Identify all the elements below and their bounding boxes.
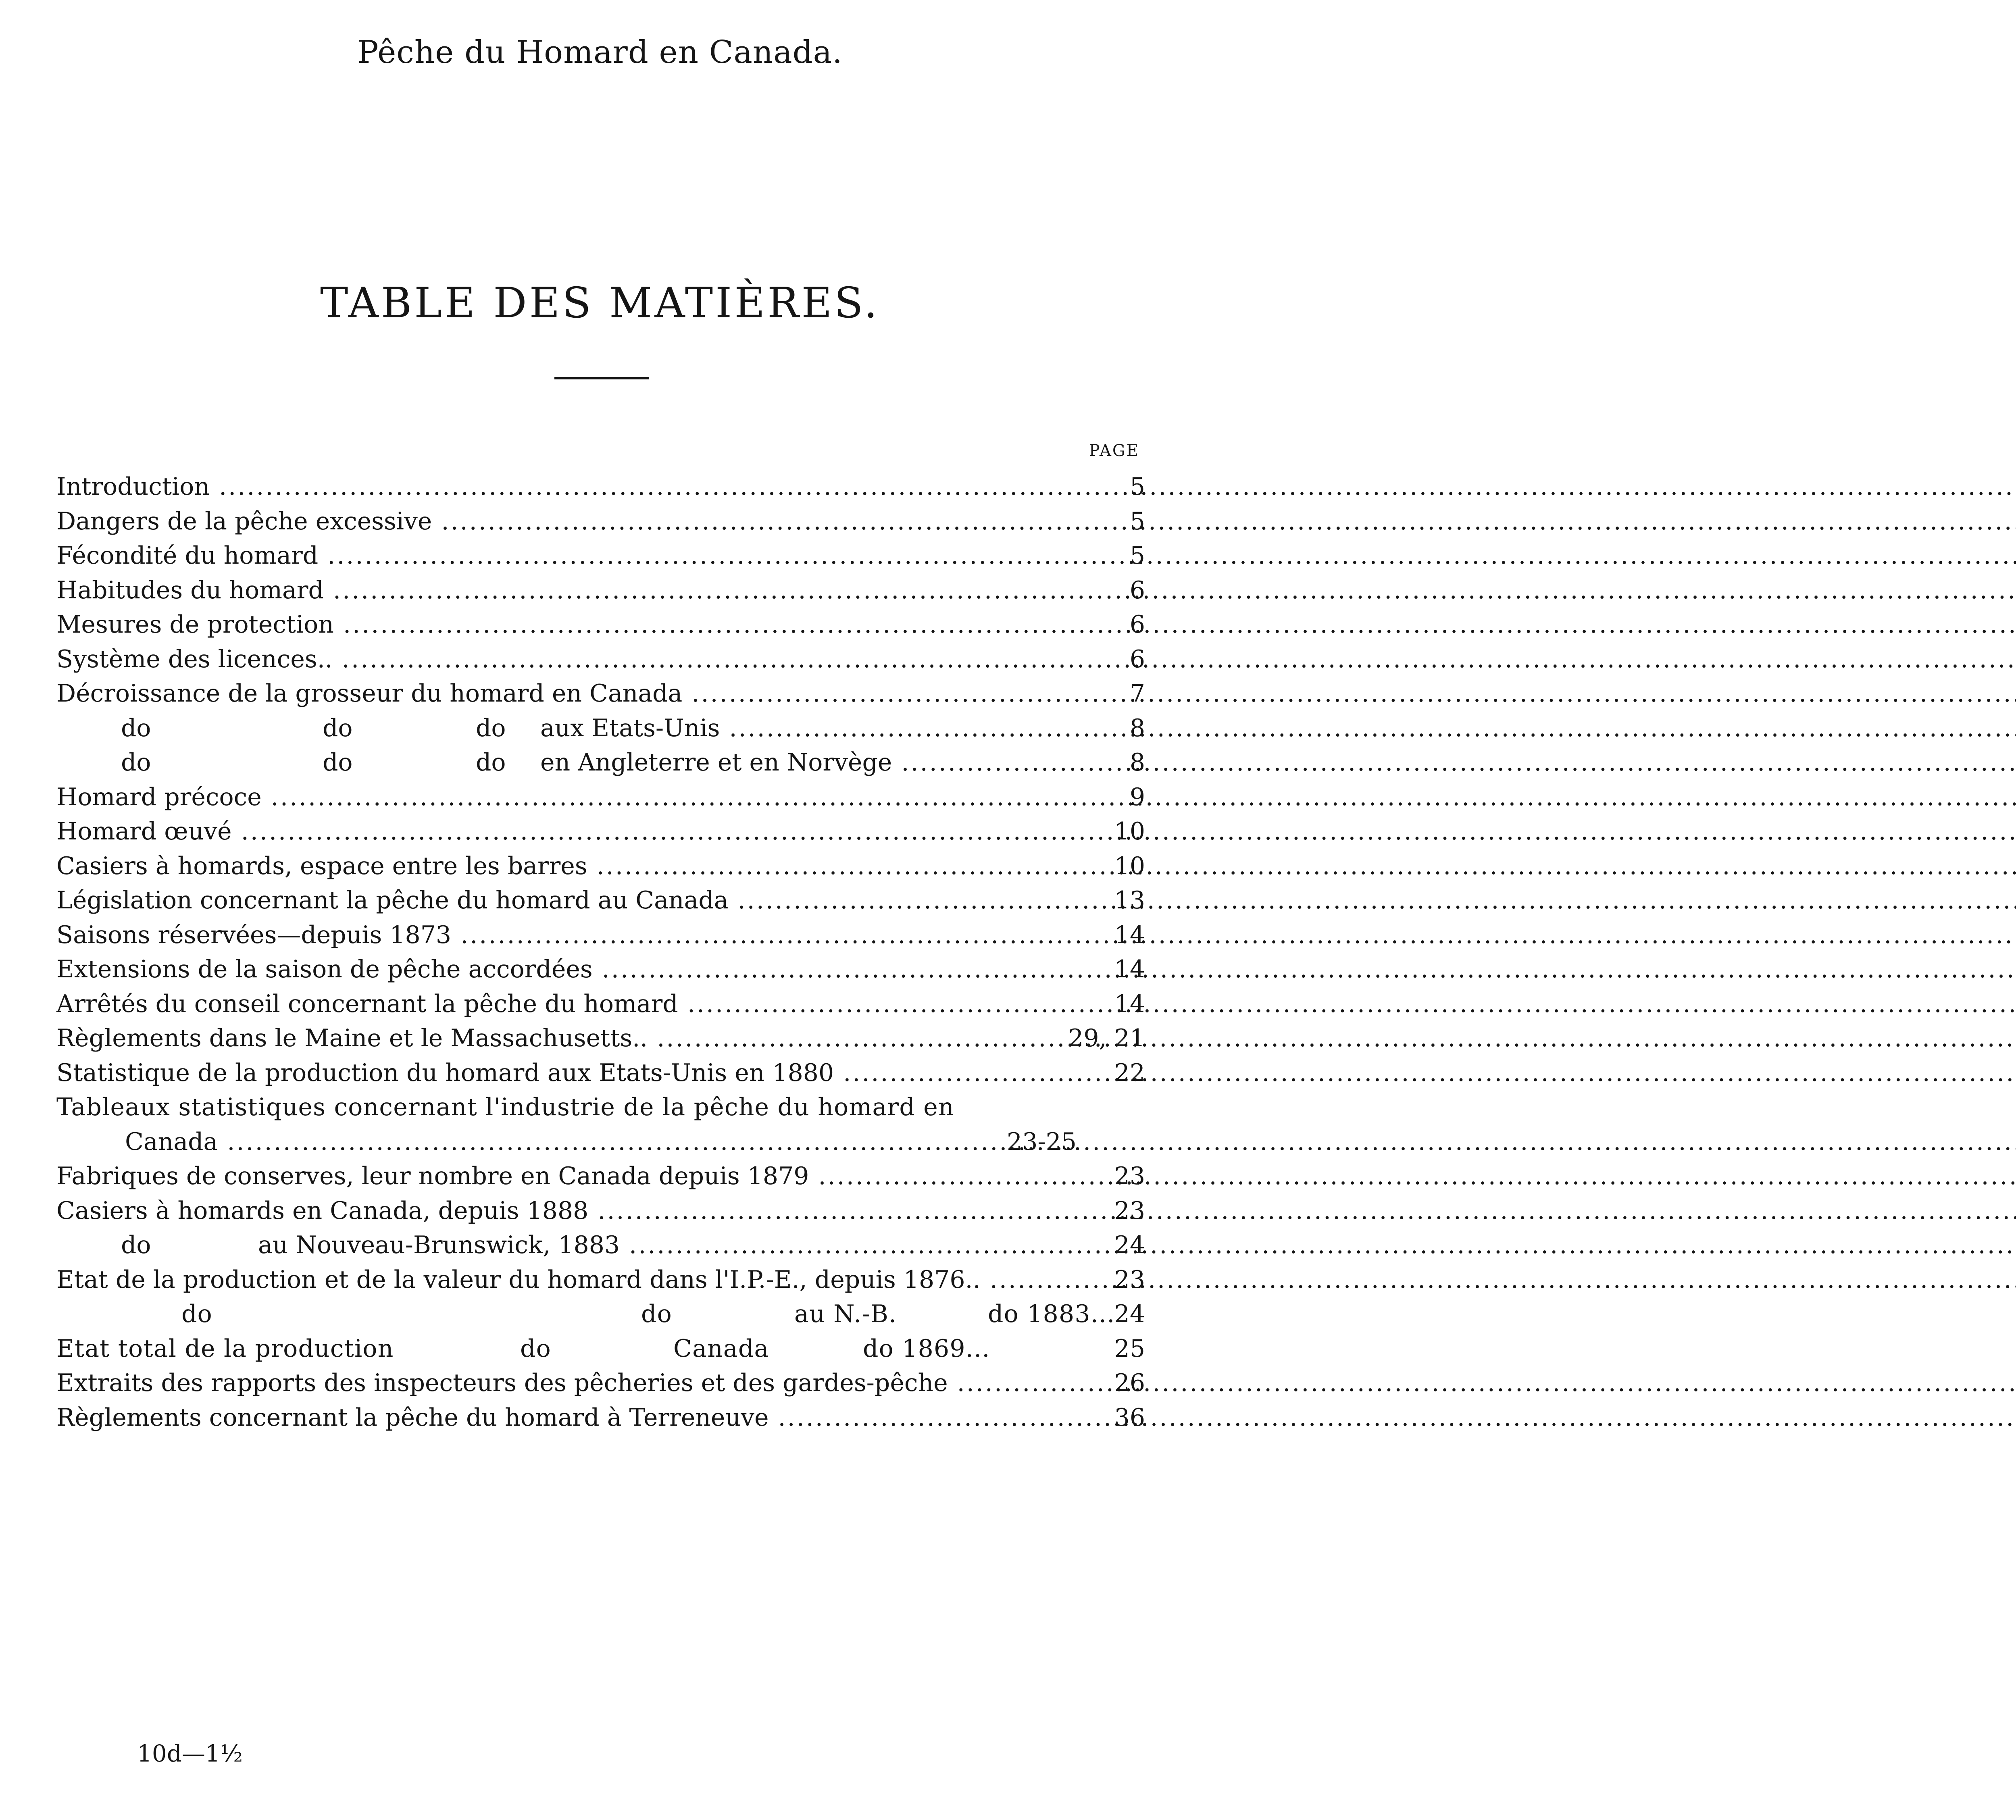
toc-entry-page: 5 bbox=[1129, 507, 1145, 535]
toc-entry-title: Statistique de la production du homard aux Etats-Unis en 1880 ..... bbox=[56, 1056, 1020, 1091]
toc-entry-title: Extensions de la saison de pêche accordées ..... bbox=[56, 952, 1020, 987]
toc-entry-title: Arrêtés du conseil concernant la pêche du homard ..... bbox=[56, 987, 1020, 1022]
toc-entry-title: Système des licences.. ..... bbox=[56, 642, 1020, 677]
title-divider bbox=[554, 377, 649, 379]
toc-entry-title: Tableaux statistiques concernant l'industrie de la pêche du homard en bbox=[56, 1093, 954, 1121]
toc-entry-location: en Angleterre et en Norvège bbox=[540, 748, 892, 777]
toc-entry-title: Mesures de protection ..... bbox=[56, 608, 1020, 642]
toc-entry-page: 6 bbox=[1129, 610, 1145, 639]
toc-entry-title: Législation concernant la pêche du homard au Canada ..... bbox=[56, 883, 1020, 918]
toc-entry bbox=[56, 987, 1145, 1022]
toc-entry-page: 10 bbox=[1114, 817, 1145, 845]
toc-entry-page: 5 bbox=[1129, 541, 1145, 570]
toc-entry-title: Habitudes du homard ..... bbox=[56, 573, 1020, 608]
ditto-mark: do bbox=[121, 714, 151, 742]
toc-entry-title: Introduction ..... bbox=[56, 470, 1020, 504]
toc-entry-title: Dangers de la pêche excessive ..... bbox=[56, 504, 1020, 539]
toc-entry-title: Fécondité du homard ..... bbox=[56, 539, 1020, 573]
toc-entry-year: do 1869... bbox=[863, 1334, 990, 1363]
toc-entry bbox=[56, 504, 1145, 539]
toc-entry-title: Casiers à homards, espace entre les barres ..... bbox=[56, 849, 1020, 884]
toc-entry-title: Règlements concernant la pêche du homard à Terreneuve ..... bbox=[56, 1401, 1020, 1435]
toc-entry-title: Homard précoce ..... bbox=[56, 780, 1020, 815]
toc-entry bbox=[56, 1056, 1145, 1091]
toc-entry-title: Règlements dans le Maine et le Massachusetts.. ..... bbox=[56, 1021, 1020, 1056]
ditto-mark: do bbox=[121, 1231, 151, 1259]
toc-entry bbox=[56, 1297, 1145, 1332]
toc-entry-title bbox=[56, 1332, 1020, 1366]
toc-entry-page: 24 bbox=[1114, 1300, 1145, 1328]
toc-entry bbox=[56, 573, 1145, 608]
toc-entry-title: Extraits des rapports des inspecteurs des pêcheries et des gardes-pêche ..... bbox=[56, 1366, 1020, 1401]
toc-entry-page: 7 bbox=[1129, 679, 1145, 708]
toc-entry-title: Saisons réservées—depuis 1873 ..... bbox=[56, 918, 1020, 953]
toc-entry-continuation bbox=[125, 1125, 1145, 1160]
table-of-contents bbox=[56, 470, 1145, 1435]
toc-entry-page: 10 bbox=[1114, 852, 1145, 880]
toc-entry-page: 8 bbox=[1129, 748, 1145, 777]
toc-entry-title bbox=[181, 1297, 1115, 1332]
toc-entry bbox=[56, 1366, 1145, 1401]
toc-entry bbox=[56, 883, 1145, 918]
toc-entry bbox=[56, 711, 1145, 746]
toc-entry-page: 24 bbox=[1114, 1231, 1145, 1259]
toc-entry-page: 26 bbox=[1114, 1369, 1145, 1397]
ditto-mark: do bbox=[323, 748, 353, 777]
toc-entry bbox=[56, 1228, 1145, 1263]
toc-entry bbox=[56, 849, 1145, 884]
toc-entry-location: au N.-B. bbox=[794, 1300, 897, 1328]
toc-entry bbox=[56, 1332, 1145, 1366]
toc-entry-page: 22 bbox=[1114, 1058, 1145, 1087]
ditto-mark: do bbox=[323, 714, 353, 742]
toc-entry bbox=[56, 780, 1145, 815]
toc-entry-location: au Nouveau-Brunswick, 1883 bbox=[258, 1231, 620, 1259]
toc-entry bbox=[56, 1159, 1145, 1194]
page-title: TABLE DES MATIÈRES. bbox=[320, 278, 880, 327]
toc-entry-page: 29, 21 bbox=[1068, 1024, 1145, 1052]
toc-entry-page: 23 bbox=[1114, 1265, 1145, 1294]
toc-entry-page: 6 bbox=[1129, 576, 1145, 604]
toc-entry bbox=[56, 608, 1145, 642]
toc-entry-title bbox=[121, 711, 1020, 746]
toc-entry-location: Canada bbox=[673, 1334, 769, 1363]
toc-entry-page: 36 bbox=[1114, 1403, 1145, 1432]
toc-entry-page: 13 bbox=[1114, 886, 1145, 914]
toc-entry bbox=[56, 677, 1145, 711]
printer-signature-mark: 10d—1½ bbox=[137, 1740, 243, 1767]
toc-entry-page: 6 bbox=[1129, 645, 1145, 673]
toc-entry bbox=[56, 918, 1145, 953]
toc-entry-page: 5 bbox=[1129, 473, 1145, 501]
toc-entry-page: 14 bbox=[1114, 989, 1145, 1018]
toc-entry-page: 25 bbox=[1114, 1334, 1145, 1363]
toc-entry bbox=[56, 745, 1145, 780]
ditto-mark: do bbox=[121, 748, 151, 777]
toc-entry-year: do 1883... bbox=[988, 1300, 1115, 1328]
toc-entry bbox=[56, 1263, 1145, 1297]
ditto-mark: do bbox=[641, 1300, 672, 1328]
toc-entry-title: Fabriques de conserves, leur nombre en Canada depuis 1879 ..... bbox=[56, 1159, 1020, 1194]
toc-entry-page: 8 bbox=[1129, 714, 1145, 742]
toc-entry bbox=[56, 1021, 1145, 1056]
toc-entry bbox=[56, 814, 1145, 849]
toc-entry-title: Canada ..... bbox=[125, 1125, 1020, 1160]
toc-entry-title: Décroissance de la grosseur du homard en Canada ..... bbox=[56, 677, 1020, 711]
ditto-mark: do bbox=[520, 1334, 551, 1363]
toc-entry-location: aux Etats-Unis bbox=[540, 714, 720, 742]
toc-entry-page: 23 bbox=[1114, 1196, 1145, 1225]
toc-entry bbox=[56, 470, 1145, 504]
ditto-mark: do bbox=[476, 714, 506, 742]
ditto-mark: do bbox=[181, 1300, 212, 1328]
toc-entry-page: 9 bbox=[1129, 783, 1145, 811]
toc-entry bbox=[56, 539, 1145, 573]
toc-entry-label: Etat total de la production bbox=[56, 1334, 394, 1363]
toc-entry bbox=[56, 1401, 1145, 1435]
toc-entry bbox=[56, 1090, 1145, 1125]
toc-entry-page: 23-25 bbox=[1007, 1127, 1077, 1156]
ditto-mark: do bbox=[476, 748, 506, 777]
toc-entry bbox=[56, 1194, 1145, 1229]
toc-entry bbox=[56, 952, 1145, 987]
toc-entry-title: Homard œuvé ..... bbox=[56, 814, 1020, 849]
toc-entry-page: 23 bbox=[1114, 1162, 1145, 1190]
toc-entry-title: Casiers à homards en Canada, depuis 1888 ..... bbox=[56, 1194, 1020, 1229]
toc-entry-page: 14 bbox=[1114, 955, 1145, 983]
toc-entry-page: 14 bbox=[1114, 920, 1145, 949]
toc-entry-title bbox=[121, 1228, 1020, 1263]
toc-entry bbox=[56, 642, 1145, 677]
running-title: Pêche du Homard en Canada. bbox=[357, 34, 843, 71]
toc-entry-title bbox=[121, 745, 1020, 780]
toc-entry-title: Etat de la production et de la valeur du homard dans l'I.P.-E., depuis 1876.. ..... bbox=[56, 1263, 1020, 1297]
page-column-header: PAGE bbox=[1089, 441, 1139, 460]
